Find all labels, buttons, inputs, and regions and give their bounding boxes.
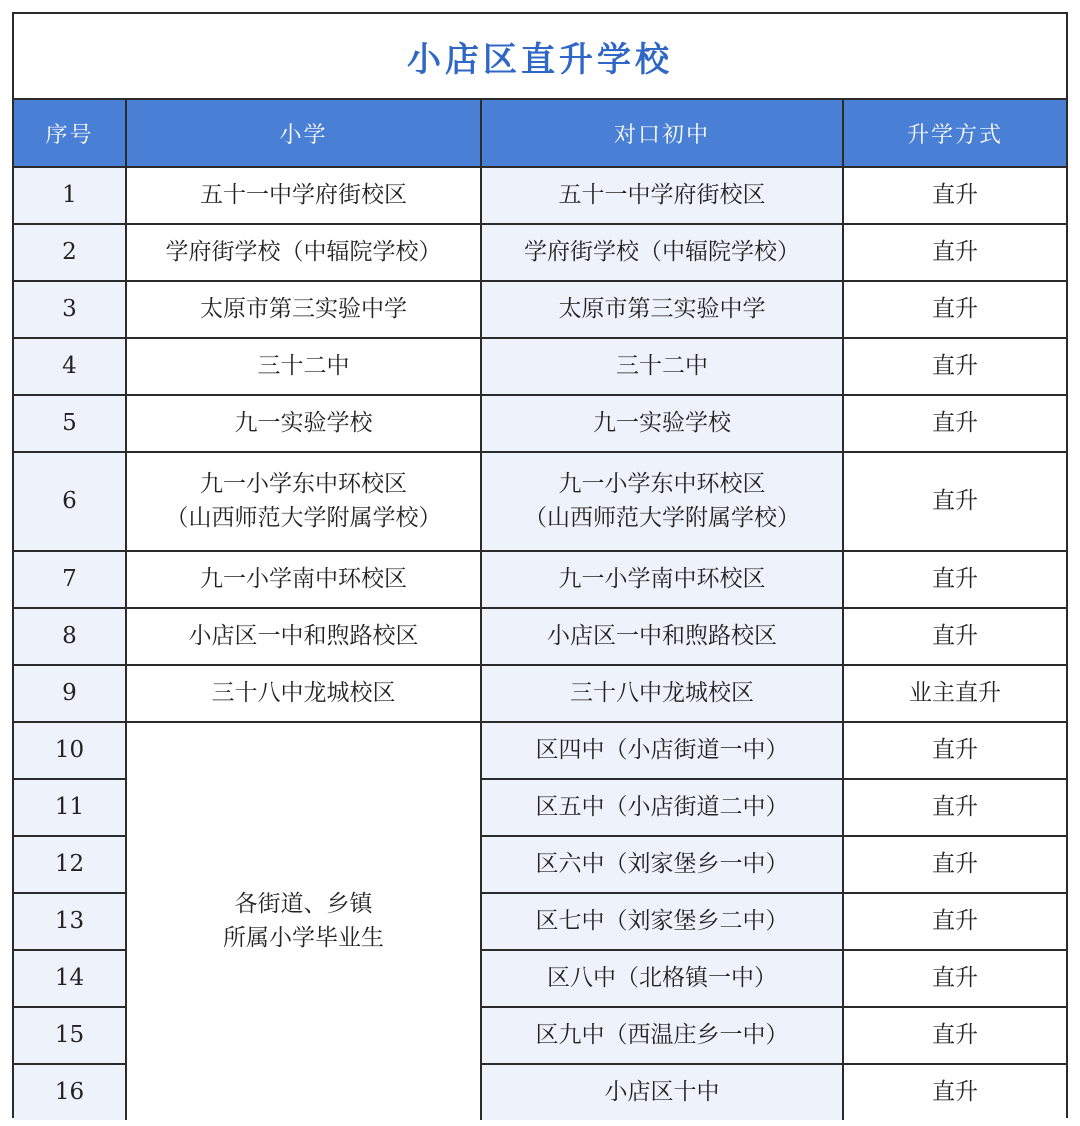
table-row [14, 224, 1066, 281]
cell-text: （山西师范大学附属学校） [524, 504, 800, 531]
cell-text: 五十一中学府街校区 [200, 181, 407, 208]
cell-index: 5 [14, 395, 126, 452]
cell-middle-school [481, 551, 843, 608]
cell-middle-school [481, 665, 843, 722]
cell-middle-school [481, 395, 843, 452]
cell-primary-school [126, 281, 481, 338]
cell-text: 九一小学南中环校区 [558, 565, 766, 592]
cell-text: 小店区一中和煦路校区 [547, 622, 777, 649]
cell-middle-school [481, 893, 843, 950]
cell-admission-mode: 直升 [843, 338, 1066, 395]
cell-index: 8 [14, 608, 126, 665]
cell-middle-school [481, 608, 843, 665]
cell-text: 区六中（刘家堡乡一中） [535, 850, 789, 877]
table-row [14, 281, 1066, 338]
cell-admission-mode: 业主直升 [843, 665, 1066, 722]
cell-text: 九一小学东中环校区 [558, 471, 766, 498]
cell-index: 6 [14, 452, 126, 551]
cell-text: 九一小学南中环校区 [200, 565, 407, 592]
cell-primary-school [126, 224, 481, 281]
table-row [14, 395, 1066, 452]
header-middle: 对口初中 [481, 100, 843, 167]
cell-middle-school [481, 224, 843, 281]
cell-primary-school [126, 608, 481, 665]
cell-text: 区五中（小店街道二中） [535, 793, 789, 820]
cell-text: 九一实验学校 [593, 409, 731, 436]
cell-primary-school [126, 551, 481, 608]
cell-text: 区八中（北格镇一中） [547, 964, 777, 991]
cell-text: 三十二中 [257, 352, 350, 379]
header-row [14, 100, 1066, 167]
cell-admission-mode: 直升 [843, 1064, 1066, 1120]
table-row [14, 665, 1066, 722]
cell-index: 14 [14, 950, 126, 1007]
cell-middle-school [481, 836, 843, 893]
cell-text: 三十二中 [616, 352, 708, 379]
cell-middle-school [481, 1064, 843, 1120]
cell-text: 学府街学校（中辐院学校） [165, 238, 442, 265]
cell-text: 太原市第三实验中学 [558, 295, 766, 322]
cell-index: 1 [14, 167, 126, 224]
table-row [14, 608, 1066, 665]
school-table [14, 100, 1066, 1120]
cell-middle-school [481, 722, 843, 779]
cell-admission-mode: 直升 [843, 836, 1066, 893]
cell-admission-mode: 直升 [843, 1007, 1066, 1064]
cell-primary-school [126, 338, 481, 395]
cell-text: 九一小学东中环校区 [200, 471, 407, 498]
cell-index: 12 [14, 836, 126, 893]
table-row [14, 551, 1066, 608]
cell-primary-school [126, 452, 481, 551]
cell-text: 区四中（小店街道一中） [535, 736, 789, 763]
cell-admission-mode: 直升 [843, 893, 1066, 950]
cell-index: 15 [14, 1007, 126, 1064]
table-row [14, 338, 1066, 395]
table-row [14, 722, 1066, 779]
cell-index: 16 [14, 1064, 126, 1120]
cell-middle-school [481, 452, 843, 551]
cell-primary-school [126, 665, 481, 722]
cell-admission-mode: 直升 [843, 551, 1066, 608]
cell-index: 9 [14, 665, 126, 722]
cell-admission-mode: 直升 [843, 722, 1066, 779]
page-title: 小店区直升学校 [407, 39, 673, 80]
cell-index: 4 [14, 338, 126, 395]
cell-admission-mode: 直升 [843, 779, 1066, 836]
cell-admission-mode: 直升 [843, 452, 1066, 551]
cell-text: 区九中（西温庄乡一中） [535, 1021, 789, 1048]
table-row [14, 167, 1066, 224]
cell-admission-mode: 直升 [843, 950, 1066, 1007]
cell-primary-merged [126, 722, 481, 1120]
cell-admission-mode: 直升 [843, 281, 1066, 338]
cell-index: 7 [14, 551, 126, 608]
cell-text: 小店区十中 [604, 1078, 720, 1105]
cell-primary-school [126, 395, 481, 452]
cell-middle-school [481, 1007, 843, 1064]
table-frame [12, 12, 1068, 1118]
cell-index: 3 [14, 281, 126, 338]
cell-admission-mode: 直升 [843, 395, 1066, 452]
cell-text: 区七中（刘家堡乡二中） [535, 907, 789, 934]
cell-text: 小店区一中和煦路校区 [188, 622, 419, 649]
header-index: 序号 [14, 100, 126, 167]
cell-admission-mode: 直升 [843, 167, 1066, 224]
title-bar [14, 14, 1066, 100]
cell-primary-school [126, 167, 481, 224]
cell-text: 所属小学毕业生 [223, 924, 384, 951]
cell-text: 三十八中龙城校区 [570, 679, 754, 706]
cell-index: 2 [14, 224, 126, 281]
cell-text: 学府街学校（中辐院学校） [524, 238, 800, 265]
cell-admission-mode: 直升 [843, 608, 1066, 665]
table-row [14, 452, 1066, 551]
cell-middle-school [481, 281, 843, 338]
cell-index: 10 [14, 722, 126, 779]
cell-middle-school [481, 950, 843, 1007]
cell-admission-mode: 直升 [843, 224, 1066, 281]
cell-middle-school [481, 779, 843, 836]
cell-index: 11 [14, 779, 126, 836]
table-body [14, 167, 1066, 1120]
cell-text: 各街道、乡镇 [234, 891, 373, 918]
cell-text: 九一实验学校 [234, 409, 373, 436]
cell-text: 太原市第三实验中学 [200, 295, 407, 322]
cell-text: （山西师范大学附属学校） [165, 504, 442, 531]
header-primary: 小学 [126, 100, 481, 167]
cell-middle-school [481, 167, 843, 224]
header-mode: 升学方式 [843, 100, 1066, 167]
cell-text: 三十八中龙城校区 [211, 679, 396, 706]
cell-middle-school [481, 338, 843, 395]
cell-text: 五十一中学府街校区 [558, 181, 766, 208]
cell-index: 13 [14, 893, 126, 950]
